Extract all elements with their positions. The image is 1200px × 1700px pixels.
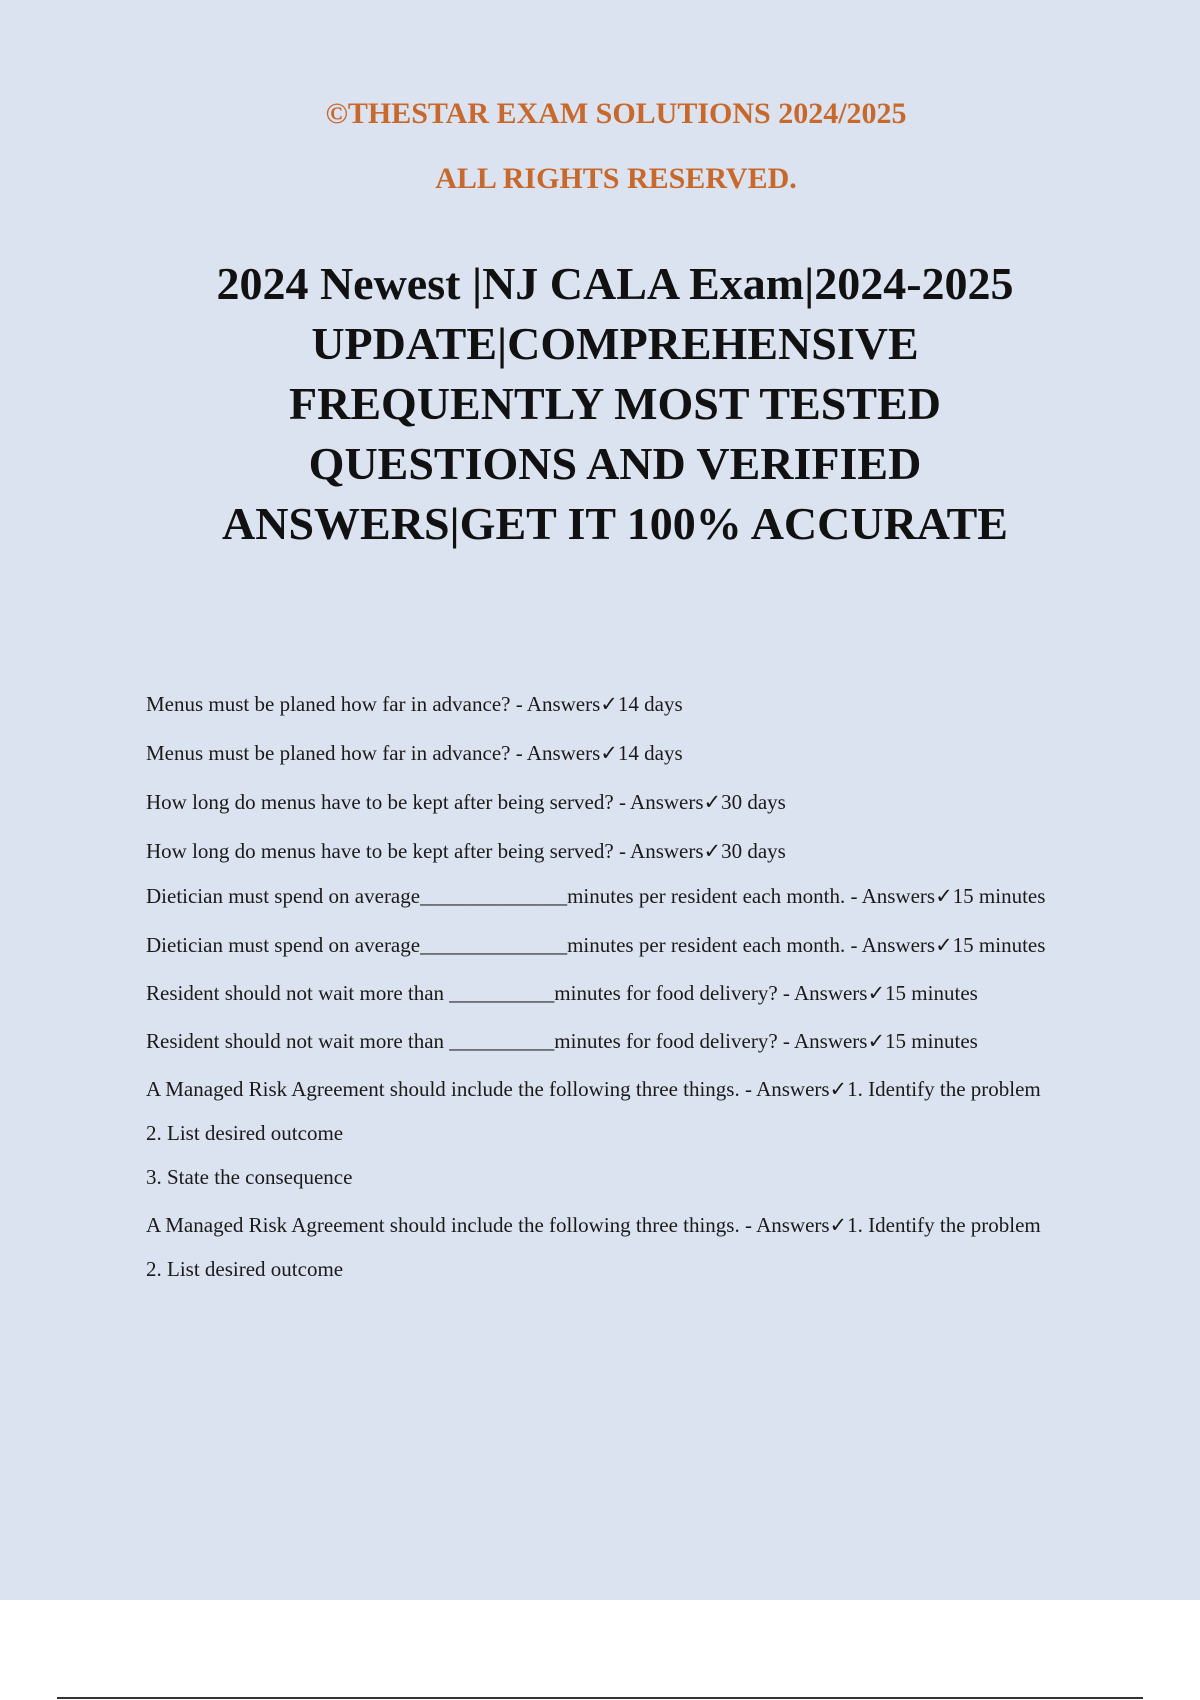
qa-item: A Managed Risk Agreement should include the following three things. - Answers✓1. Identify the problem (146, 1077, 1041, 1101)
qa-item: Menus must be planed how far in advance? - Answers✓14 days (146, 692, 683, 716)
qa-item: How long do menus have to be kept after being served? - Answers✓30 days (146, 790, 786, 814)
qa-item: 3. State the consequence (146, 1165, 353, 1189)
rights-reserved-header: ALL RIGHTS RESERVED. (435, 162, 797, 195)
title-line: UPDATE|COMPREHENSIVE (311, 318, 919, 369)
title-line: FREQUENTLY MOST TESTED (289, 378, 941, 429)
qa-item: Dietician must spend on average______________minutes per resident each month. - Answers✓15 minutes (146, 884, 1046, 908)
question-answer-list (146, 690, 1066, 1283)
qa-item: How long do menus have to be kept after being served? - Answers✓30 days (146, 839, 786, 863)
document-title (150, 254, 1080, 554)
qa-item: Dietician must spend on average______________minutes per resident each month. - Answers✓15 minutes (146, 933, 1046, 957)
title-line: QUESTIONS AND VERIFIED (308, 438, 922, 489)
qa-item: Menus must be planed how far in advance? - Answers✓14 days (146, 741, 683, 765)
footer-divider (57, 1697, 1143, 1699)
qa-item: Resident should not wait more than __________minutes for food delivery? - Answers✓15 minutes (146, 981, 978, 1005)
qa-item: A Managed Risk Agreement should include the following three things. - Answers✓1. Identify the problem (146, 1213, 1041, 1237)
qa-item: 2. List desired outcome (146, 1257, 344, 1281)
copyright-header: ©THESTAR EXAM SOLUTIONS 2024/2025 (325, 97, 907, 130)
qa-item: Resident should not wait more than __________minutes for food delivery? - Answers✓15 minutes (146, 1029, 978, 1053)
title-line: ANSWERS|GET IT 100% ACCURATE (222, 498, 1008, 549)
qa-item: 2. List desired outcome (146, 1121, 344, 1145)
title-line: 2024 Newest |NJ CALA Exam|2024-2025 (216, 258, 1014, 309)
